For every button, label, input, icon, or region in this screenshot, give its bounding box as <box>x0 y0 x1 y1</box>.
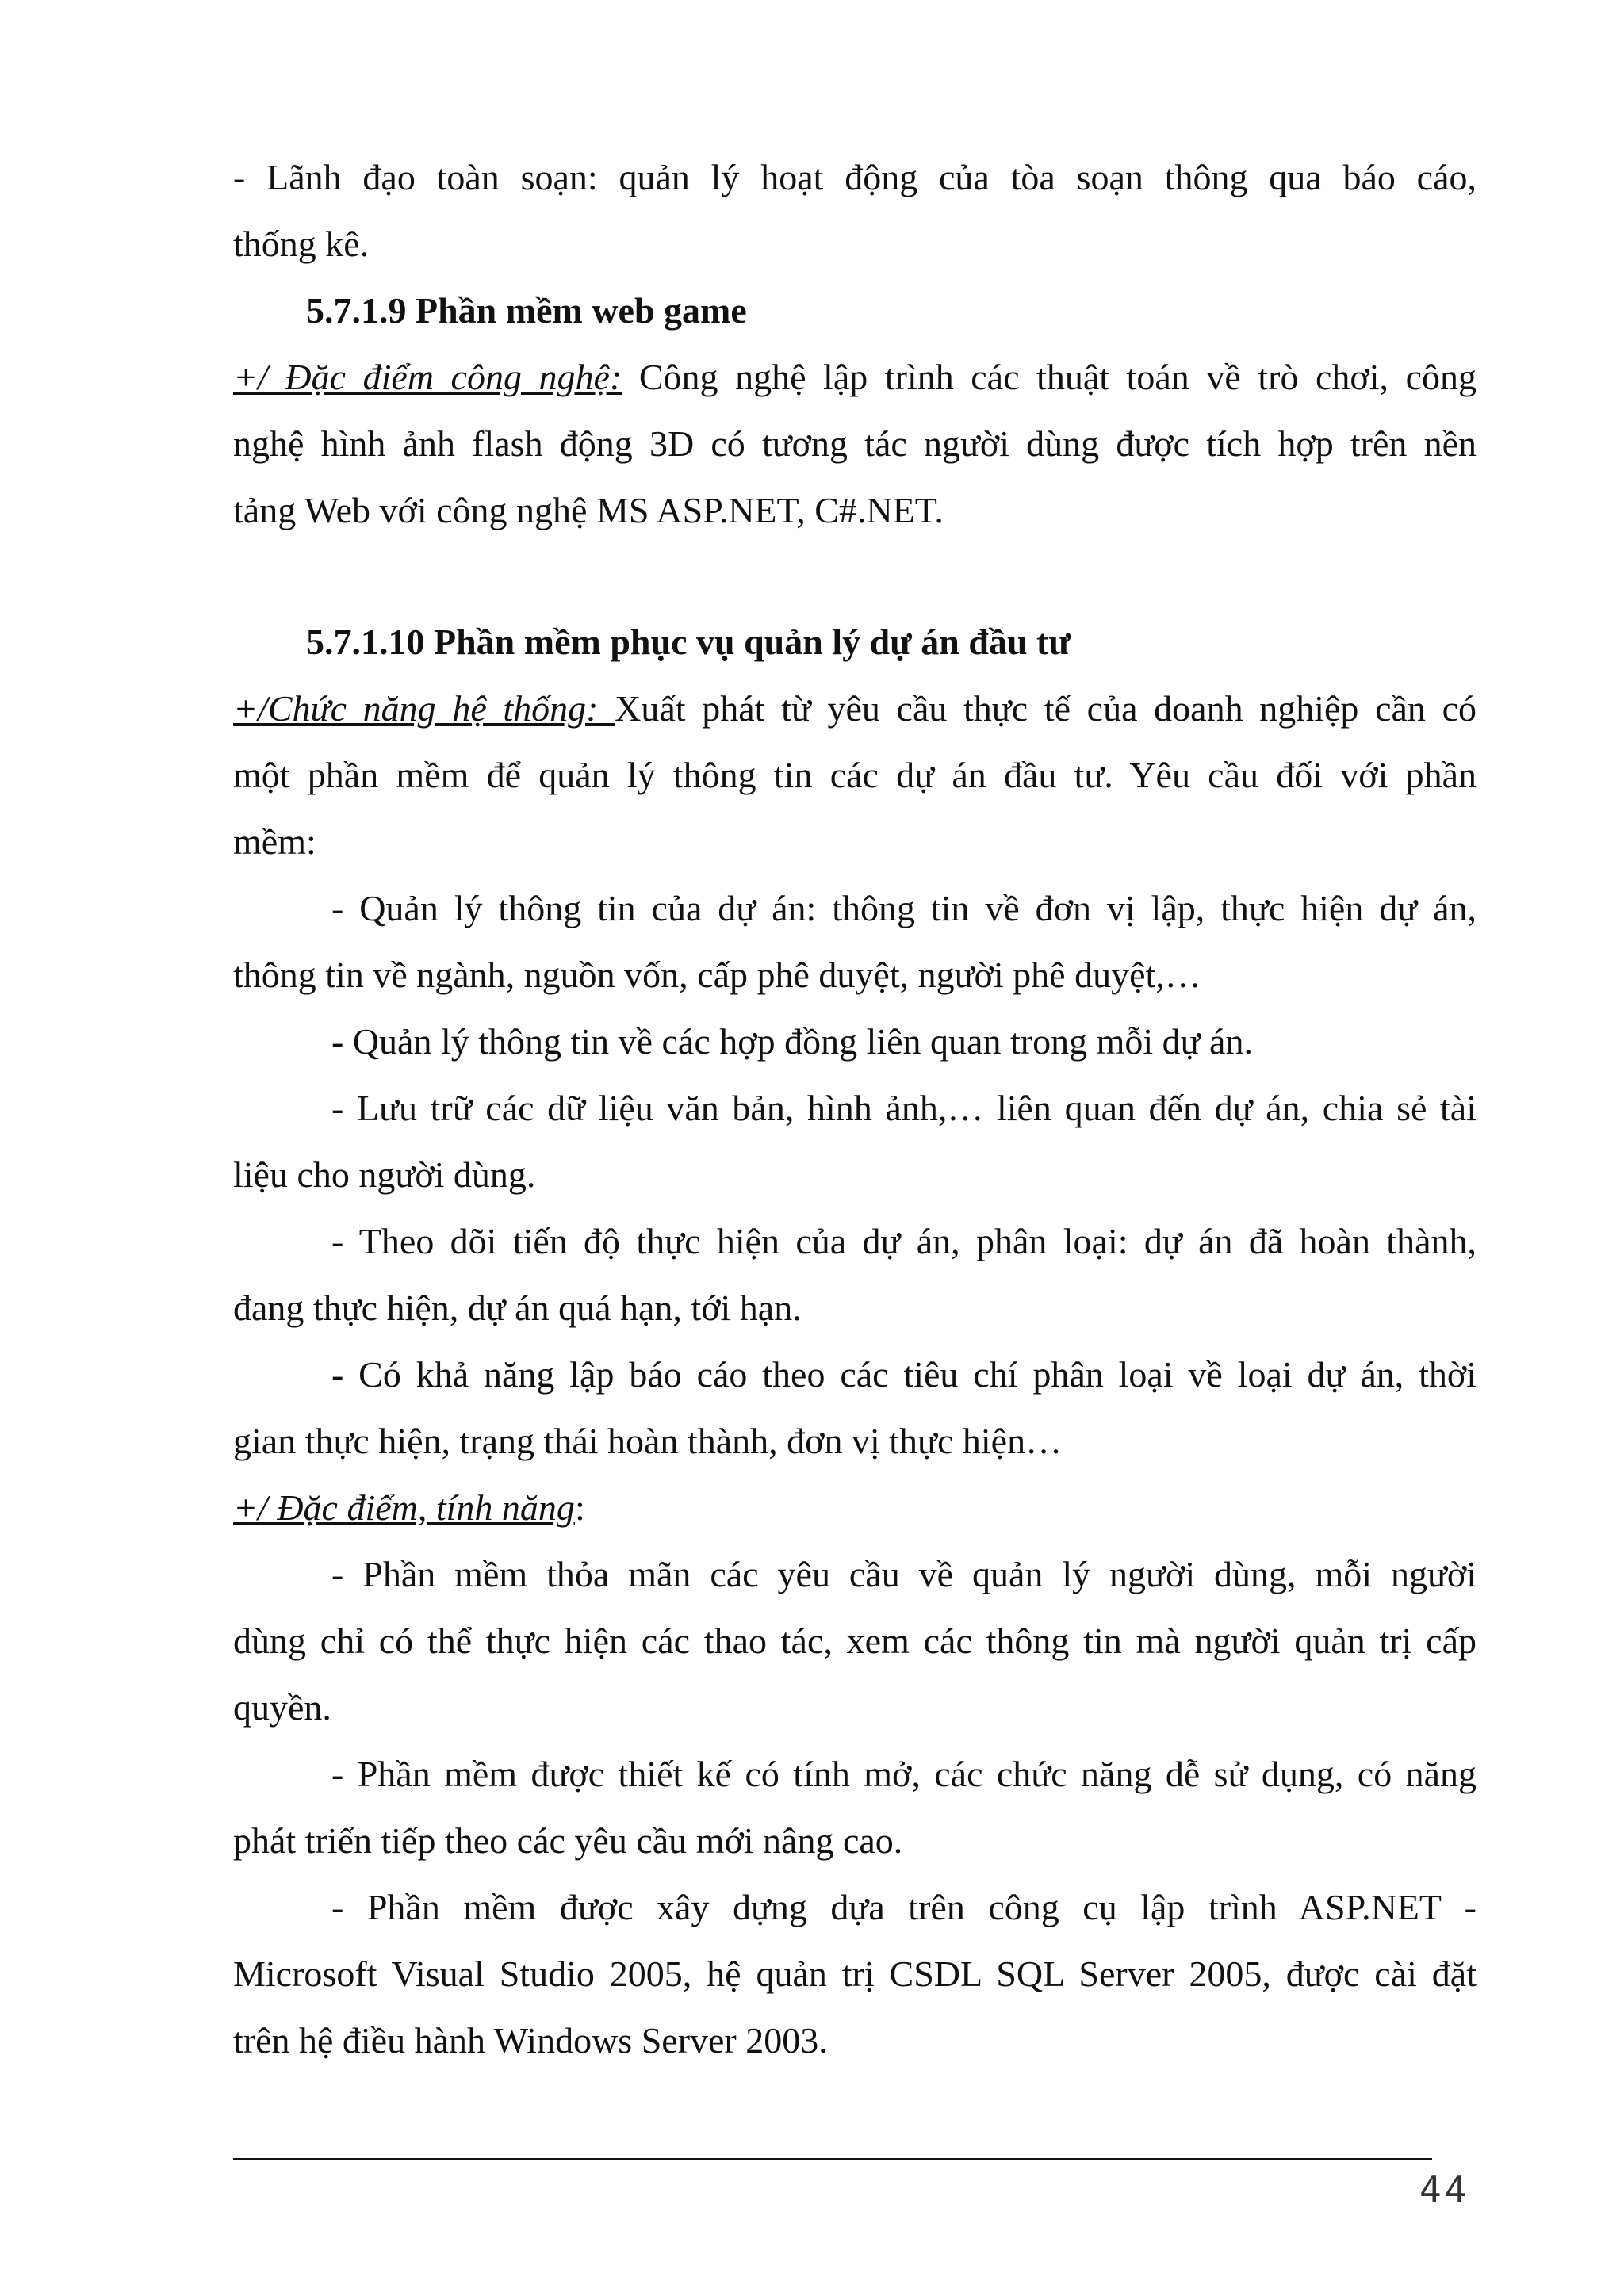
section-heading: 5.7.1.10 Phần mềm phục vụ quản lý dự án đầu tư <box>306 622 1071 662</box>
paragraph-line: thống kê. <box>233 224 370 264</box>
paragraph-line: mềm: <box>233 821 316 862</box>
bullet-item: - Lưu trữ các dữ liệu văn bản, hình ảnh,… liên quan đến dự án, chia sẻ tài <box>331 1088 1477 1128</box>
paragraph-line <box>233 685 1477 733</box>
paragraph-line: liệu cho người dùng. <box>233 1154 536 1195</box>
paragraph-line: dùng chỉ có thể thực hiện các thao tác, xem các thông tin mà người quản trị cấp <box>233 1621 1477 1661</box>
paragraph-line: gian thực hiện, trạng thái hoàn thành, đơn vị thực hiện… <box>233 1421 1063 1461</box>
paragraph-line: một phần mềm để quản lý thông tin các dự án đầu tư. Yêu cầu đối với phần <box>233 755 1477 795</box>
function-label: +/Chức năng hệ thống: <box>233 688 615 729</box>
paragraph-line: phát triển tiếp theo các yêu cầu mới nâng cao. <box>233 1820 903 1861</box>
section-heading: 5.7.1.9 Phần mềm web game <box>306 290 747 331</box>
label-colon: : <box>574 1487 585 1528</box>
feature-label: +/ Đặc điểm công nghệ: <box>233 357 622 397</box>
paragraph-line: đang thực hiện, dự án quá hạn, tới hạn. <box>233 1288 802 1328</box>
paragraph-line: Microsoft Visual Studio 2005, hệ quản trị CSDL SQL Server 2005, được cài đặt <box>233 1954 1477 1994</box>
page-number: 44 <box>1419 2168 1470 2211</box>
bullet-item: - Phần mềm thỏa mãn các yêu cầu về quản lý người dùng, mỗi người <box>331 1554 1477 1594</box>
paragraph-text: Xuất phát từ yêu cầu thực tế của doanh nghiệp cần có <box>615 688 1477 729</box>
paragraph-line: - Lãnh đạo toàn soạn: quản lý hoạt động của tòa soạn thông qua báo cáo, <box>233 157 1477 197</box>
paragraph-text: Công nghệ lập trình các thuật toán về trò chơi, công <box>622 357 1477 397</box>
footer-divider <box>233 2158 1432 2160</box>
paragraph-line: thông tin về ngành, nguồn vốn, cấp phê duyệt, người phê duyệt,… <box>233 955 1201 995</box>
bullet-item: - Phần mềm được thiết kế có tính mở, các chức năng dễ sử dụng, có năng <box>331 1754 1477 1794</box>
bullet-item: - Phần mềm được xây dựng dựa trên công cụ lập trình ASP.NET - <box>331 1887 1477 1927</box>
paragraph-line <box>233 354 1477 401</box>
feature-label: +/ Đặc điểm, tính năng <box>233 1487 575 1528</box>
paragraph-line: tảng Web với công nghệ MS ASP.NET, C#.NET. <box>233 490 944 530</box>
bullet-item: - Theo dõi tiến độ thực hiện của dự án, phân loại: dự án đã hoàn thành, <box>331 1221 1477 1261</box>
paragraph-line: quyền. <box>233 1687 331 1728</box>
bullet-item: - Có khả năng lập báo cáo theo các tiêu chí phân loại về loại dự án, thời <box>331 1354 1477 1395</box>
paragraph-line <box>233 1484 1477 1532</box>
bullet-item: - Quản lý thông tin của dự án: thông tin về đơn vị lập, thực hiện dự án, <box>331 888 1477 928</box>
paragraph-line: trên hệ điều hành Windows Server 2003. <box>233 2020 828 2061</box>
paragraph-line: nghệ hình ảnh flash động 3D có tương tác người dùng được tích hợp trên nền <box>233 423 1477 464</box>
bullet-item: - Quản lý thông tin về các hợp đồng liên quan trong mỗi dự án. <box>331 1021 1253 1062</box>
